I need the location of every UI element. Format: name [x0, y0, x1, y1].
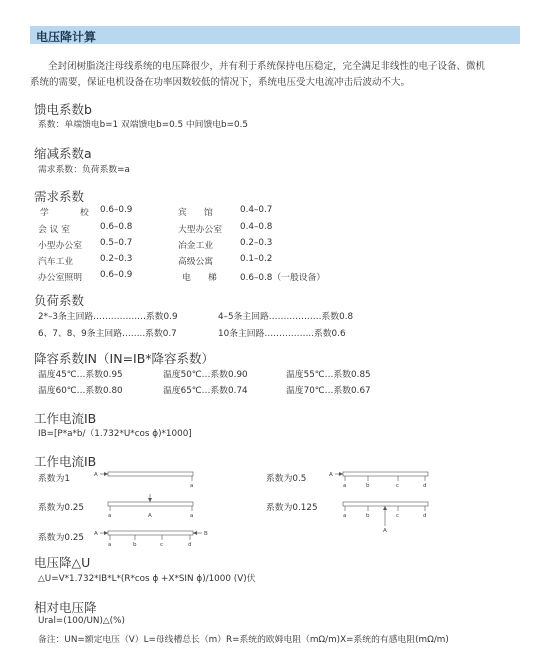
- relative-drop-heading: 相对电压降: [34, 600, 97, 615]
- demand-label: 高级公寓: [178, 257, 214, 267]
- demand-value: 0.1–0.2: [240, 254, 273, 264]
- load-row: 4–5条主回路………………系数0.8: [218, 312, 354, 322]
- reduce-heading: 缩减系数a: [34, 146, 92, 161]
- diagram-caption: 系数为1: [38, 474, 70, 484]
- voltage-drop-formula: △U=V*1.732*IB*L*(R*cos ϕ +X*SIN ϕ)/1000 (V)伏: [38, 574, 256, 584]
- node-label: A: [94, 472, 98, 478]
- diagram-caption: 系数为0.5: [266, 474, 307, 484]
- node-label: a: [343, 513, 347, 519]
- derate-heading: 降容系数IN（IN=IB*降容系数）: [34, 351, 215, 366]
- demand-value: 0.2–0.3: [100, 254, 133, 264]
- demand-value: 0.6–0.9: [100, 270, 133, 280]
- node-label: b: [366, 483, 370, 489]
- demand-label: 大型办公室: [178, 225, 222, 235]
- demand-label: 电: [182, 273, 191, 283]
- work-current-diagram-heading: 工作电流IB: [34, 454, 97, 469]
- derate-item: 温度45℃…系数0.95: [38, 370, 123, 380]
- demand-label: 馆: [204, 208, 213, 218]
- relative-drop-formula: Ural=(100/UN)△(%): [38, 616, 125, 626]
- node-label: c: [396, 513, 400, 519]
- demand-label: 冶金工业: [178, 241, 214, 251]
- diagram-caption: 系数为0.125: [266, 503, 318, 513]
- derate-item: 温度60℃…系数0.80: [38, 386, 123, 396]
- demand-label: 校: [80, 208, 89, 218]
- node-label: c: [160, 542, 164, 548]
- load-row: 10条主回路……………..系数0.6: [218, 329, 346, 339]
- diagram-caption: 系数为0.25: [38, 533, 84, 543]
- derate-item: 温度55℃…系数0.85: [286, 370, 371, 380]
- node-label: A: [383, 528, 387, 534]
- load-heading: 负荷系数: [34, 293, 85, 308]
- demand-label: 宾: [178, 208, 187, 218]
- node-label: d: [423, 513, 427, 519]
- derate-item: 温度70℃…系数0.67: [286, 386, 371, 396]
- node-label: d: [188, 542, 192, 548]
- demand-label: 办公室照明: [38, 273, 82, 283]
- demand-label: 梯: [208, 273, 217, 283]
- relative-drop-note: 备注：UN=额定电压（V）L=母线槽总长（m）R=系统的欧姆电阻（mΩ/m)X=系统的有感电阻(mΩ/m): [38, 635, 449, 645]
- demand-value: 0.6–0.8（一般设备）: [240, 273, 326, 283]
- voltage-drop-heading: 电压降△U: [34, 555, 91, 570]
- intro-line-1: 全封闭树脂浇注母线系统的电压降很少，并有利于系统保持电压稳定，完全满足非线性的电子设备、微机: [48, 61, 486, 72]
- node-label: A: [329, 472, 333, 478]
- node-label: B: [204, 531, 208, 537]
- demand-label: 汽车工业: [38, 257, 74, 267]
- diagram-caption: 系数为0.25: [38, 503, 84, 513]
- demand-label: 小型办公室: [38, 241, 82, 251]
- demand-label: 会 议 室: [38, 225, 70, 235]
- demand-value: 0.2–0.3: [240, 238, 273, 248]
- node-label: b: [366, 513, 370, 519]
- node-label: A: [94, 531, 98, 537]
- demand-label: 学: [40, 208, 49, 218]
- node-label: a: [108, 513, 112, 519]
- demand-value: 0.4–0.8: [240, 222, 273, 232]
- derate-item: 温度65℃…系数0.74: [163, 386, 248, 396]
- feed-text: 系数：单端馈电b=1 双端馈电b=0.5 中间馈电b=0.5: [38, 120, 248, 130]
- node-label: a: [190, 483, 194, 489]
- feed-heading: 馈电系数b: [34, 102, 92, 117]
- node-label: A: [148, 513, 152, 519]
- load-row: 2*–3条主回路………………系数0.9: [38, 312, 178, 322]
- derate-item: 温度50℃…系数0.90: [163, 370, 248, 380]
- reduce-text: 需求系数：负荷系数=a: [38, 165, 130, 175]
- demand-value: 0.6–0.8: [100, 222, 133, 232]
- demand-value: 0.6–0.9: [100, 205, 133, 215]
- node-label: a: [190, 513, 194, 519]
- node-label: d: [423, 483, 427, 489]
- node-label: a: [108, 542, 112, 548]
- work-current-heading: 工作电流IB: [34, 411, 97, 426]
- node-label: a: [343, 483, 347, 489]
- demand-heading: 需求系数: [34, 189, 85, 204]
- load-row: 6、7、8、9条主回路……..系数0.7: [38, 329, 177, 339]
- demand-value: 0.4–0.7: [240, 205, 273, 215]
- page-title: 电压降计算: [36, 30, 97, 44]
- demand-value: 0.5–0.7: [100, 238, 133, 248]
- intro-line-2: 系统的需要，保证电机设备在功率因数较低的情况下，系统电压受大电流冲击后波动不大。: [30, 77, 411, 88]
- node-label: b: [133, 542, 137, 548]
- node-label: c: [396, 483, 400, 489]
- work-current-formula: IB=[P*a*b/（1.732*U*cos ϕ)*1000]: [38, 429, 192, 439]
